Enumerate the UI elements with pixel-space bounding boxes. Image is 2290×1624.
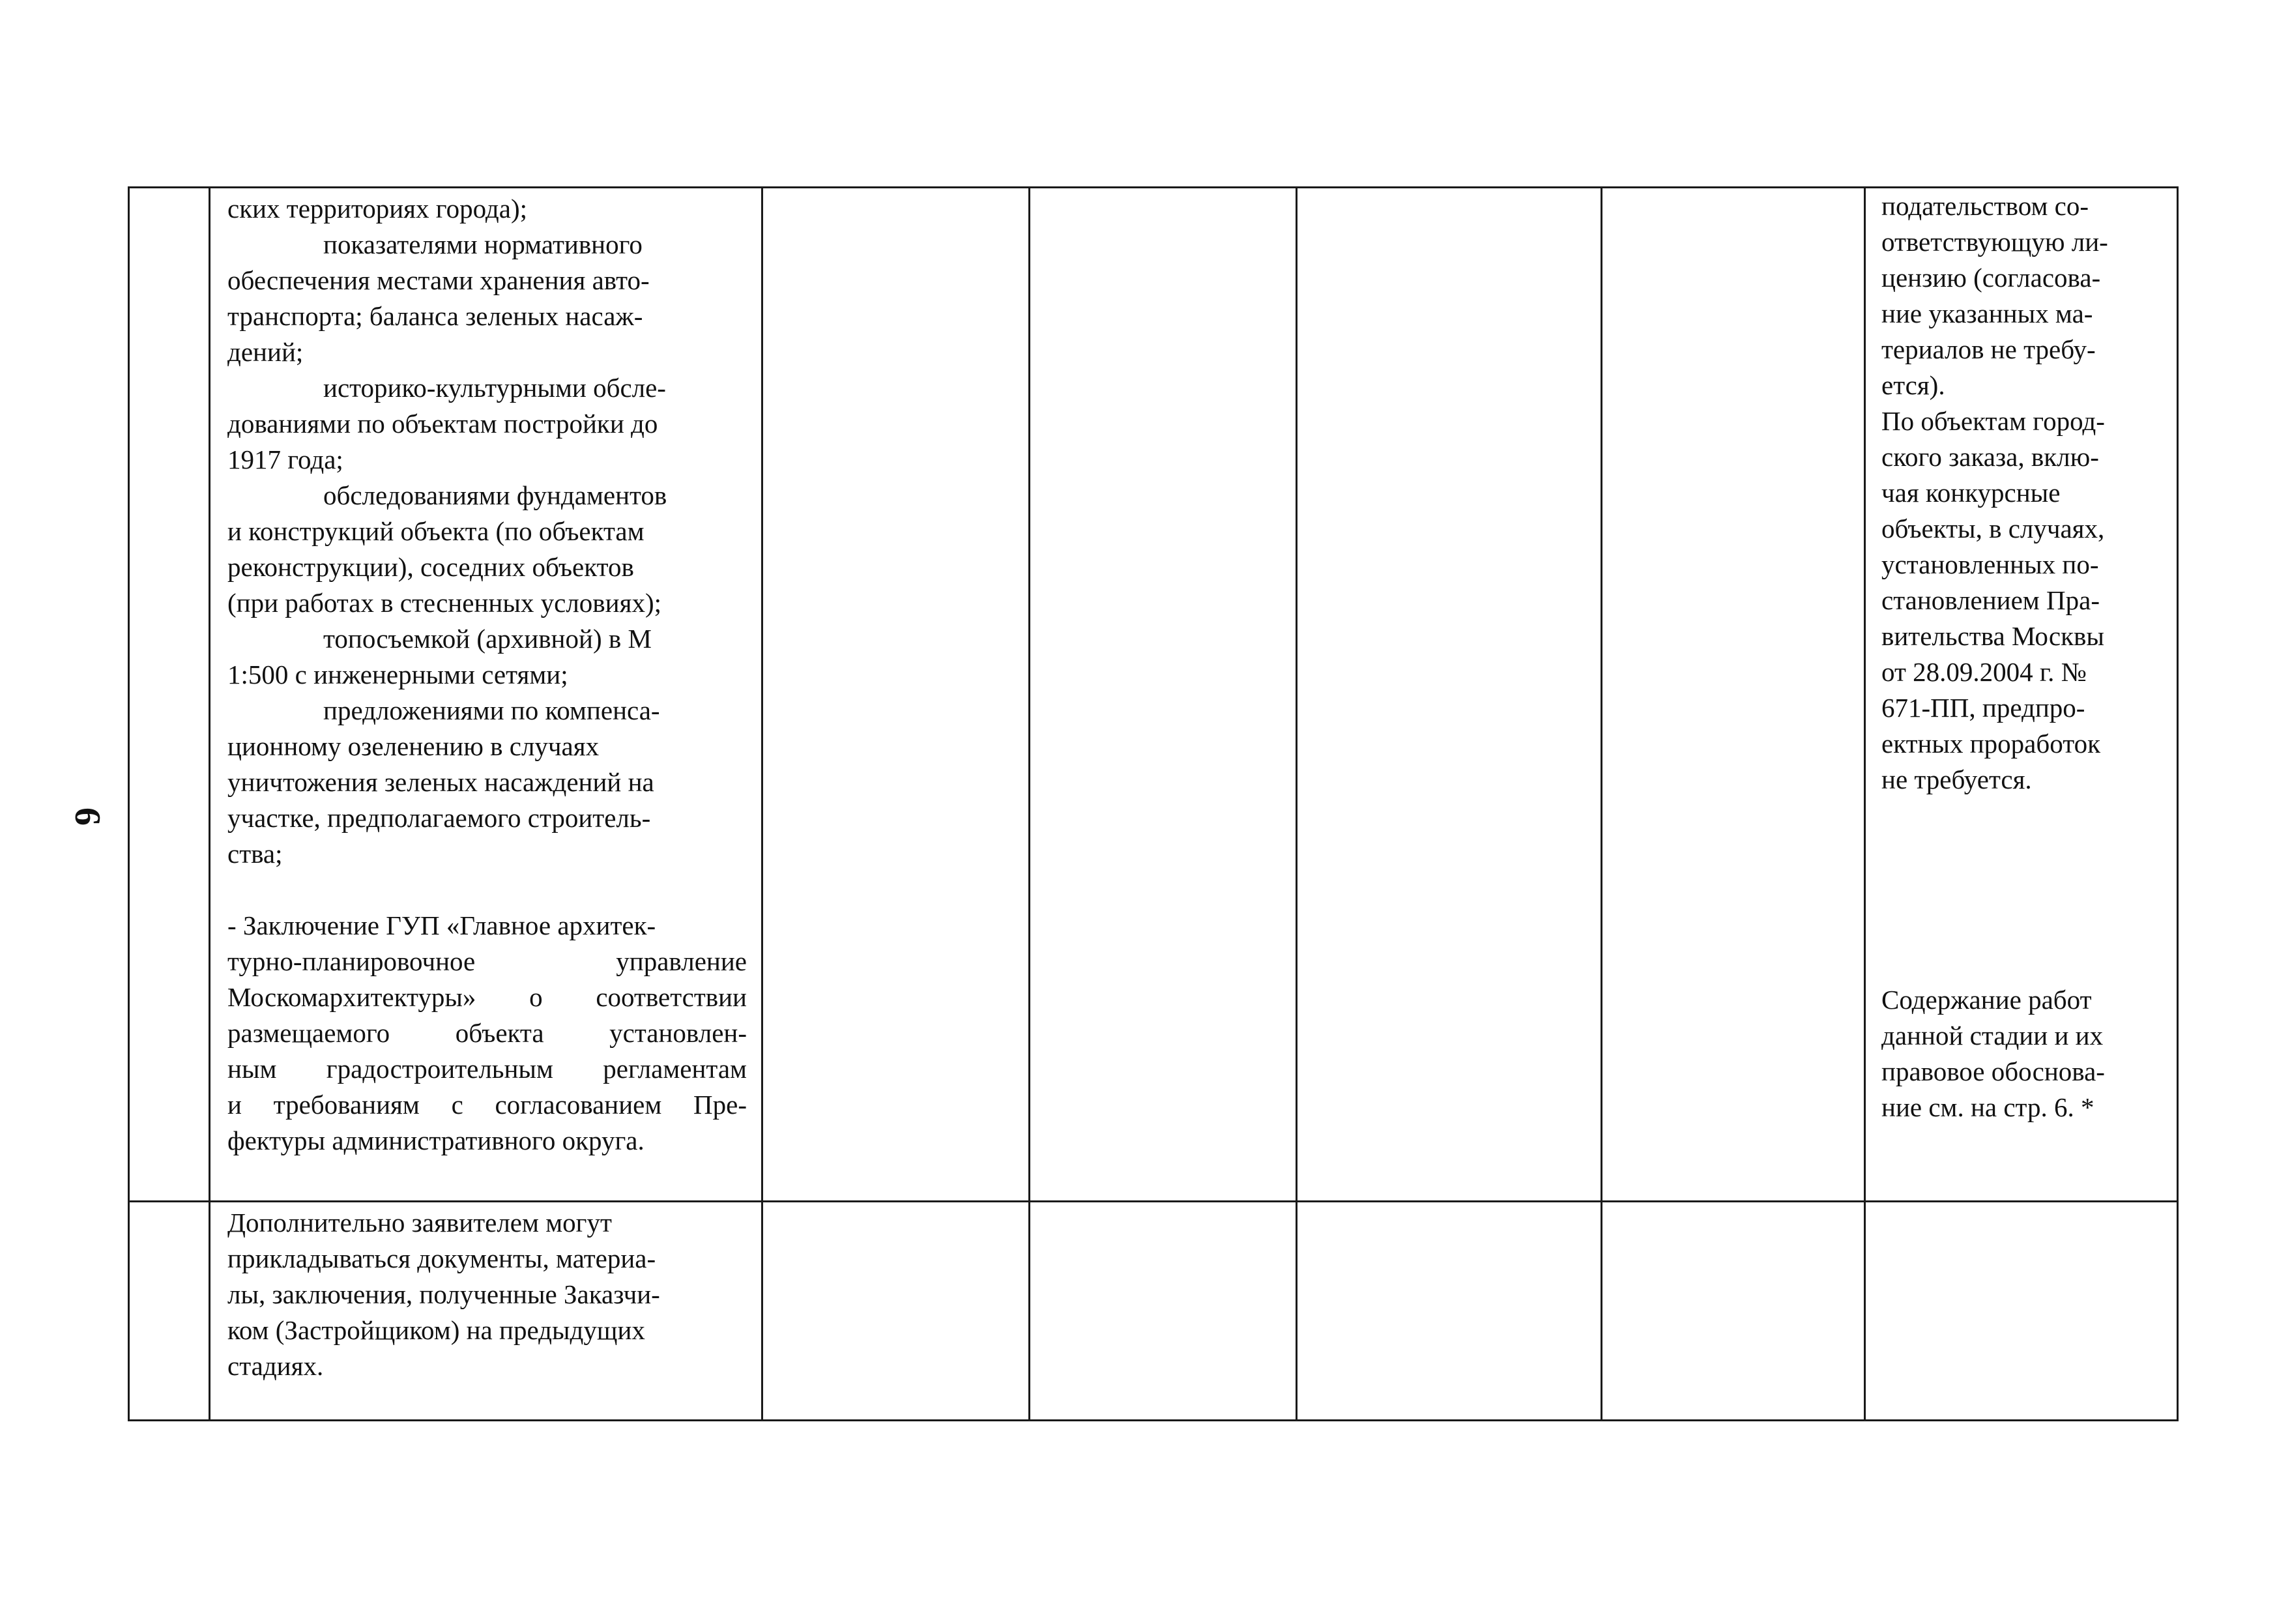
text-line: размещаемого объекта установлен- xyxy=(227,1018,747,1048)
text-line: обследованиями фундаментов xyxy=(323,480,667,510)
text-line: данной стадии и их xyxy=(1881,1021,2104,1051)
text-line: установленных по- xyxy=(1881,549,2099,579)
requirements-list xyxy=(227,191,747,872)
document-table xyxy=(128,186,2179,1421)
text-line: стадиях. xyxy=(227,1351,324,1381)
text-line: участке, предполагаемого строитель- xyxy=(227,803,651,833)
cell-r2-c3 xyxy=(762,1202,1030,1421)
cell-r1-c3 xyxy=(762,188,1030,1202)
text-line: ционному озеленению в случаях xyxy=(227,731,600,761)
cell-r1-c2 xyxy=(210,188,762,1202)
text-line: объекты, в случаях, xyxy=(1881,514,2105,544)
text-line: от 28.09.2004 г. № xyxy=(1881,657,2087,687)
text-line: и требованиям с согласованием Пре- xyxy=(227,1090,747,1120)
table-row-2 xyxy=(129,1202,2178,1421)
text-line: подательством со- xyxy=(1881,191,2089,221)
table-row-1 xyxy=(129,188,2178,1202)
text-line: дений; xyxy=(227,337,304,367)
text-line: ком (Застройщиком) на предыдущих xyxy=(227,1315,645,1345)
text-line: показателями нормативного xyxy=(323,229,643,259)
cell-r2-c1 xyxy=(129,1202,210,1421)
cell-r1-c6 xyxy=(1602,188,1865,1202)
text-line: не требуется. xyxy=(1881,764,2032,794)
text-line: 1:500 с инженерными сетями; xyxy=(227,660,568,689)
text-line: 1917 года; xyxy=(227,444,343,474)
text-line: вительства Москвы xyxy=(1881,621,2104,651)
text-line: цензию (согласова- xyxy=(1881,263,2101,293)
cell-r2-c4 xyxy=(1030,1202,1297,1421)
text-line: териалов не требу- xyxy=(1881,334,2096,364)
text-line: ских территориях города); xyxy=(227,194,528,224)
text-line: - Заключение ГУП «Главное архитек- xyxy=(227,910,656,940)
licensing-note xyxy=(1881,188,2162,798)
text-line: По объектам город- xyxy=(1881,406,2105,436)
text-line: ние см. на стр. 6. * xyxy=(1881,1092,2094,1122)
text-line: ства; xyxy=(227,839,283,869)
text-line: прикладываться документы, материа- xyxy=(227,1243,656,1273)
cell-r1-c1 xyxy=(129,188,210,1202)
text-line: Содержание работ xyxy=(1881,985,2092,1015)
text-line: (при работах в стесненных условиях); xyxy=(227,588,661,618)
text-line: и конструкций объекта (по объектам xyxy=(227,516,645,546)
content-reference-note xyxy=(1881,982,2162,1125)
text-line: 671-ПП, предпро- xyxy=(1881,693,2085,723)
text-line: транспорта; баланса зеленых насаж- xyxy=(227,301,643,331)
text-line: реконструкции), соседних объектов xyxy=(227,552,634,582)
text-line: ответствующую ли- xyxy=(1881,227,2108,257)
requirements-text xyxy=(210,188,761,1159)
text-line: дованиями по объектам постройки до xyxy=(227,409,658,439)
text-line: чая конкурсные xyxy=(1881,478,2061,508)
cell-r2-c5 xyxy=(1297,1202,1602,1421)
text-line: Москомархитектуры» о соответствии xyxy=(227,982,747,1012)
text-line: фектуры административного округа. xyxy=(227,1125,645,1155)
text-line: топосъемкой (архивной) в М xyxy=(323,624,652,654)
cell-r2-c2 xyxy=(210,1202,762,1421)
text-line: ектных проработок xyxy=(1881,729,2100,759)
text-line: лы, заключения, полученные Заказчи- xyxy=(227,1279,660,1309)
cell-r1-c7 xyxy=(1865,188,2178,1202)
cell-r2-c6 xyxy=(1602,1202,1865,1421)
text-line: историко-культурными обсле- xyxy=(323,373,666,403)
additional-documents-text xyxy=(210,1202,761,1384)
cell-r1-c4 xyxy=(1030,188,1297,1202)
cell-r2-c7 xyxy=(1865,1202,2178,1421)
text-line: ется). xyxy=(1881,370,1945,400)
text-line: становлением Пра- xyxy=(1881,585,2100,615)
text-line: турно-планировочное управление xyxy=(227,946,747,976)
text-line: обеспечения местами хранения авто- xyxy=(227,265,650,295)
cell-r1-c5 xyxy=(1297,188,1602,1202)
text-line: ского заказа, вклю- xyxy=(1881,442,2099,472)
text-line: правовое обоснова- xyxy=(1881,1056,2105,1086)
text-line: Дополнительно заявителем могут xyxy=(227,1208,612,1238)
text-line: предложениями по компенса- xyxy=(323,695,660,725)
text-line: ние указанных ма- xyxy=(1881,298,2093,328)
page-number: 6 xyxy=(67,807,108,826)
text-line: ным градостроительным регламентам xyxy=(227,1054,747,1084)
conclusion-paragraph xyxy=(227,908,747,1159)
text-line: уничтожения зеленых насаждений на xyxy=(227,767,654,797)
